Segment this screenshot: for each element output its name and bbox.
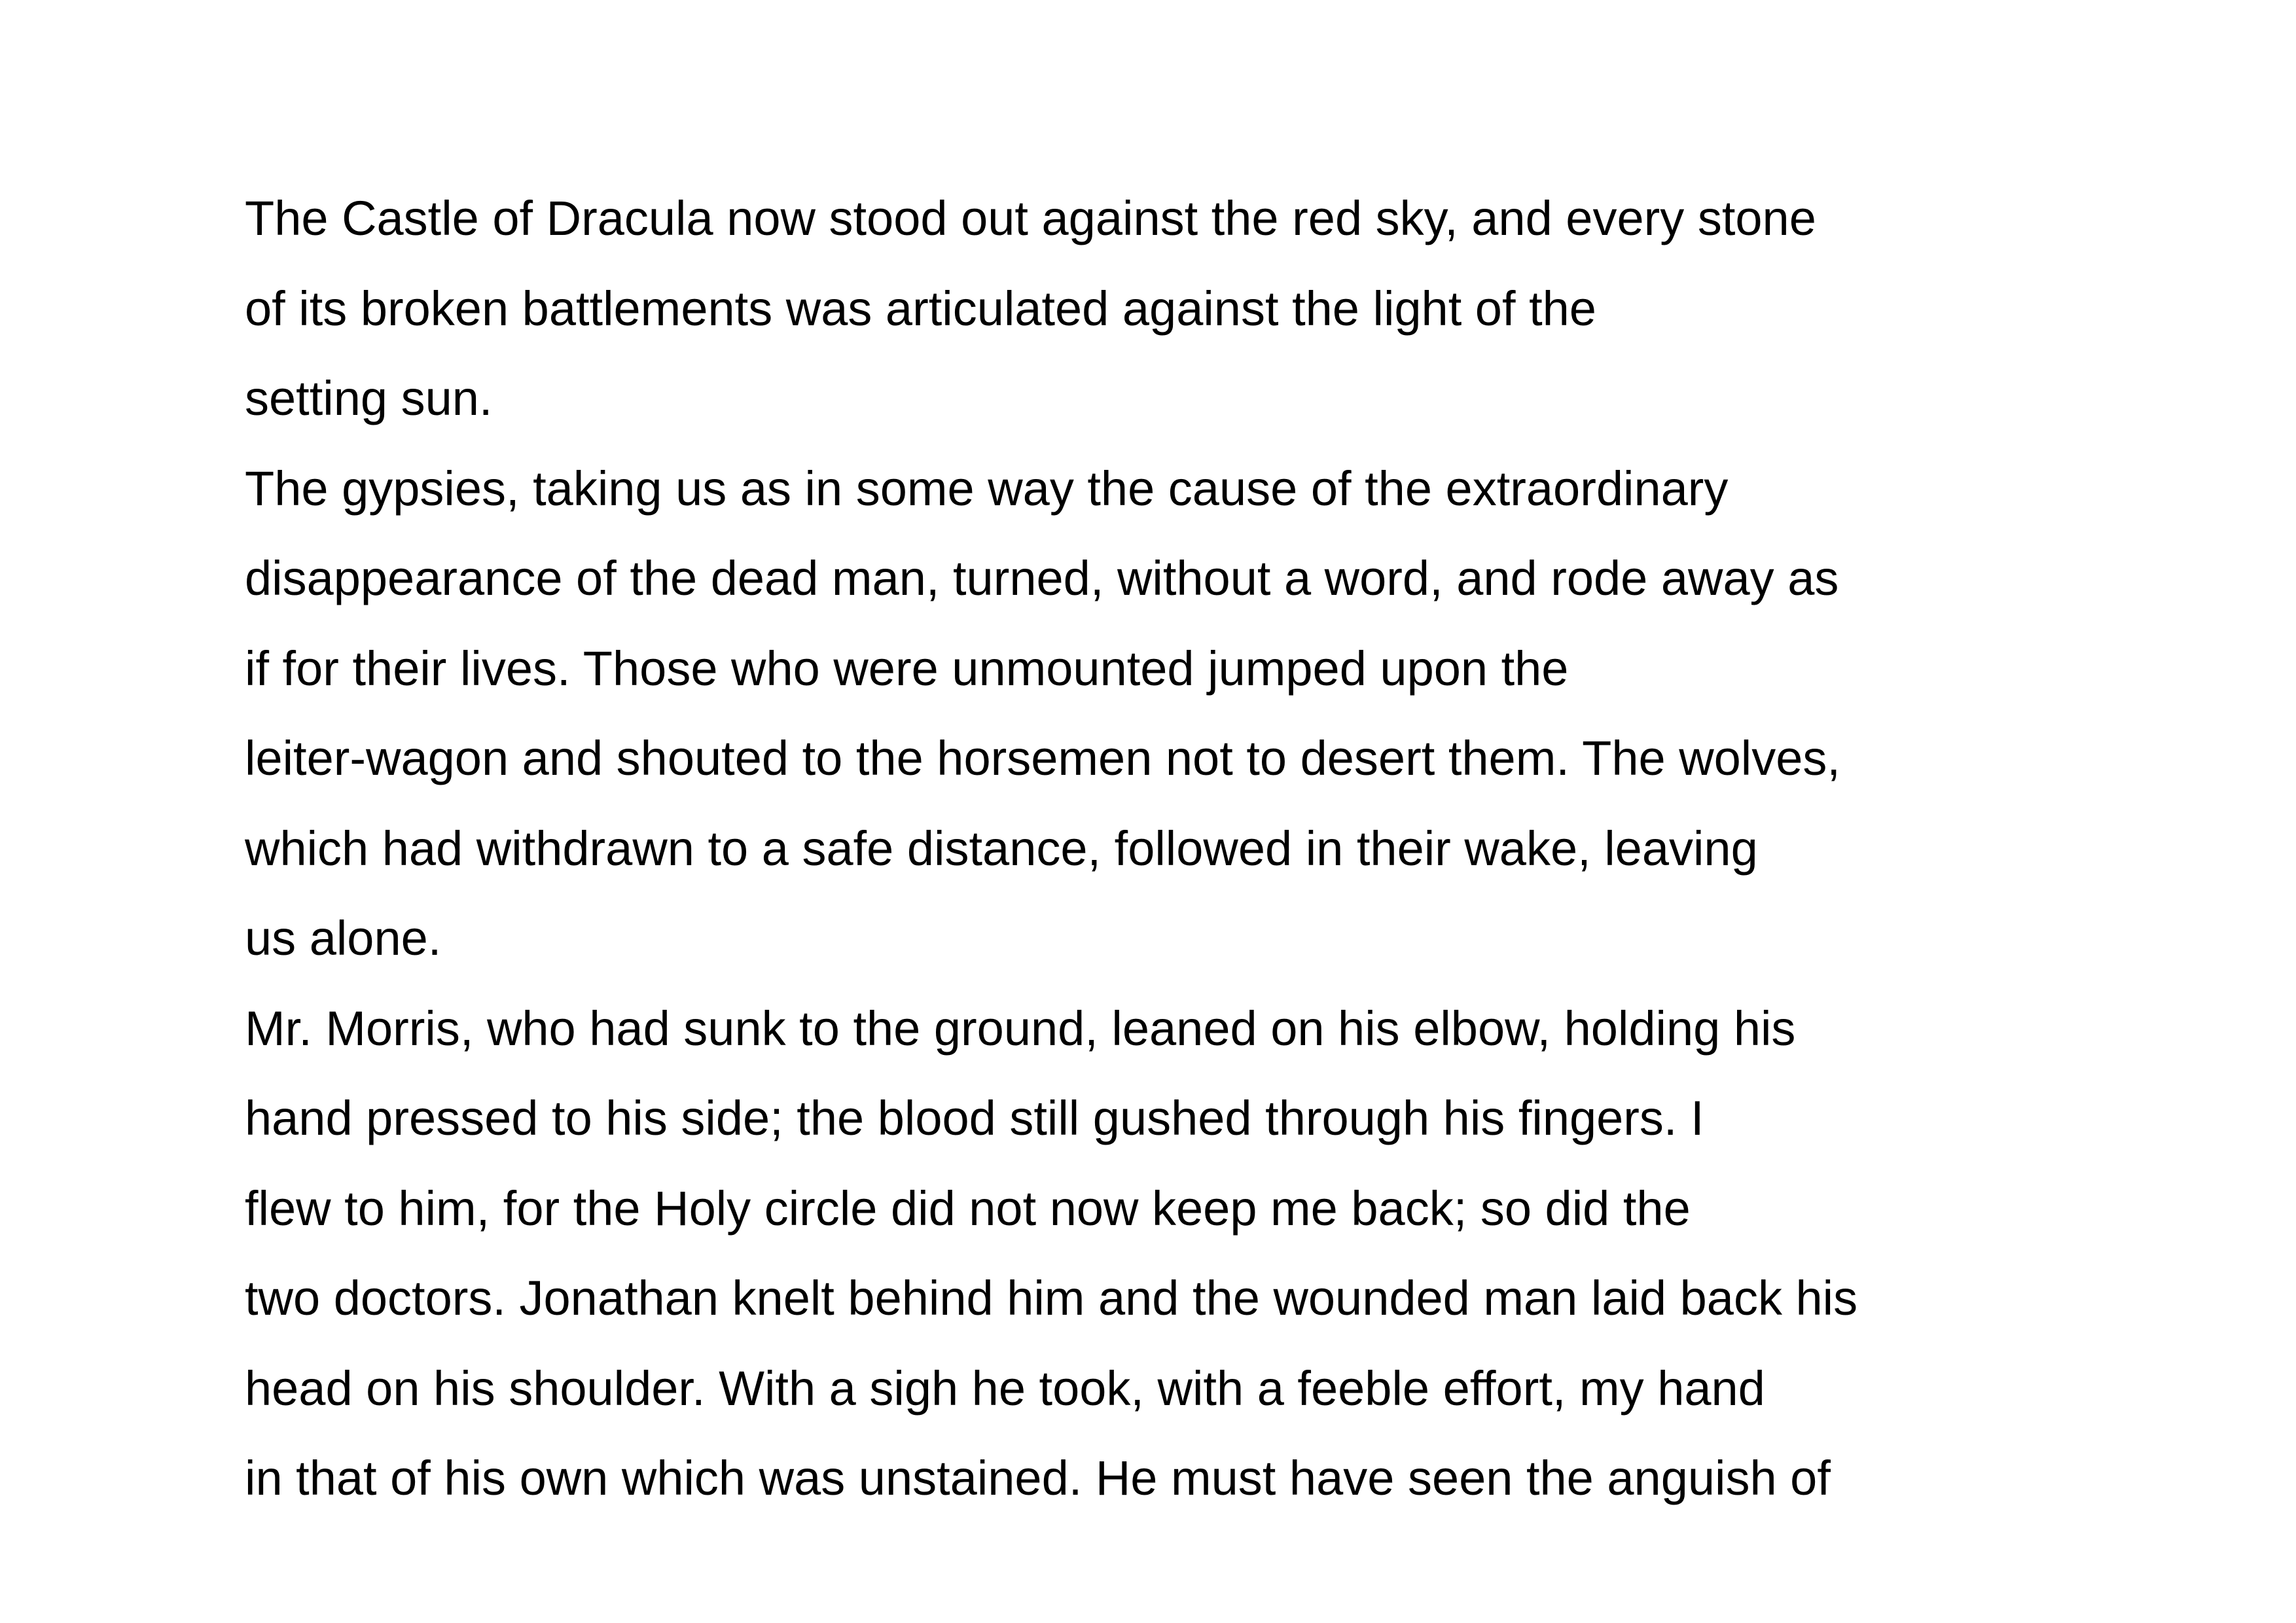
text-line: in that of his own which was unstained. He must have seen the anguish of — [245, 1451, 1831, 1505]
text-line: The gypsies, taking us as in some way the cause of the extraordinary — [245, 461, 1729, 516]
text-line: setting sun. — [245, 371, 493, 425]
text-line: head on his shoulder. With a sigh he took, with a feeble effort, my hand — [245, 1361, 1765, 1416]
text-line: if for their lives. Those who were unmounted jumped upon the — [245, 641, 1569, 696]
text-line: flew to him, for the Holy circle did not now keep me back; so did the — [245, 1181, 1691, 1236]
text-line: of its broken battlements was articulated against the light of the — [245, 281, 1596, 336]
text-line: hand pressed to his side; the blood still gushed through his fingers. I — [245, 1091, 1704, 1145]
text-line: disappearance of the dead man, turned, without a word, and rode away as — [245, 551, 1839, 605]
text-line: The Castle of Dracula now stood out against the red sky, and every stone — [245, 191, 1816, 245]
text-line: which had withdrawn to a safe distance, followed in their wake, leaving — [245, 821, 1758, 876]
text-line: Mr. Morris, who had sunk to the ground, leaned on his elbow, holding his — [245, 1001, 1796, 1056]
text-line: leiter-wagon and shouted to the horsemen not to desert them. The wolves, — [245, 731, 1840, 785]
text-line: us alone. — [245, 911, 442, 965]
body-text — [245, 173, 2143, 1524]
text-line: two doctors. Jonathan knelt behind him and the wounded man laid back his — [245, 1271, 1858, 1325]
